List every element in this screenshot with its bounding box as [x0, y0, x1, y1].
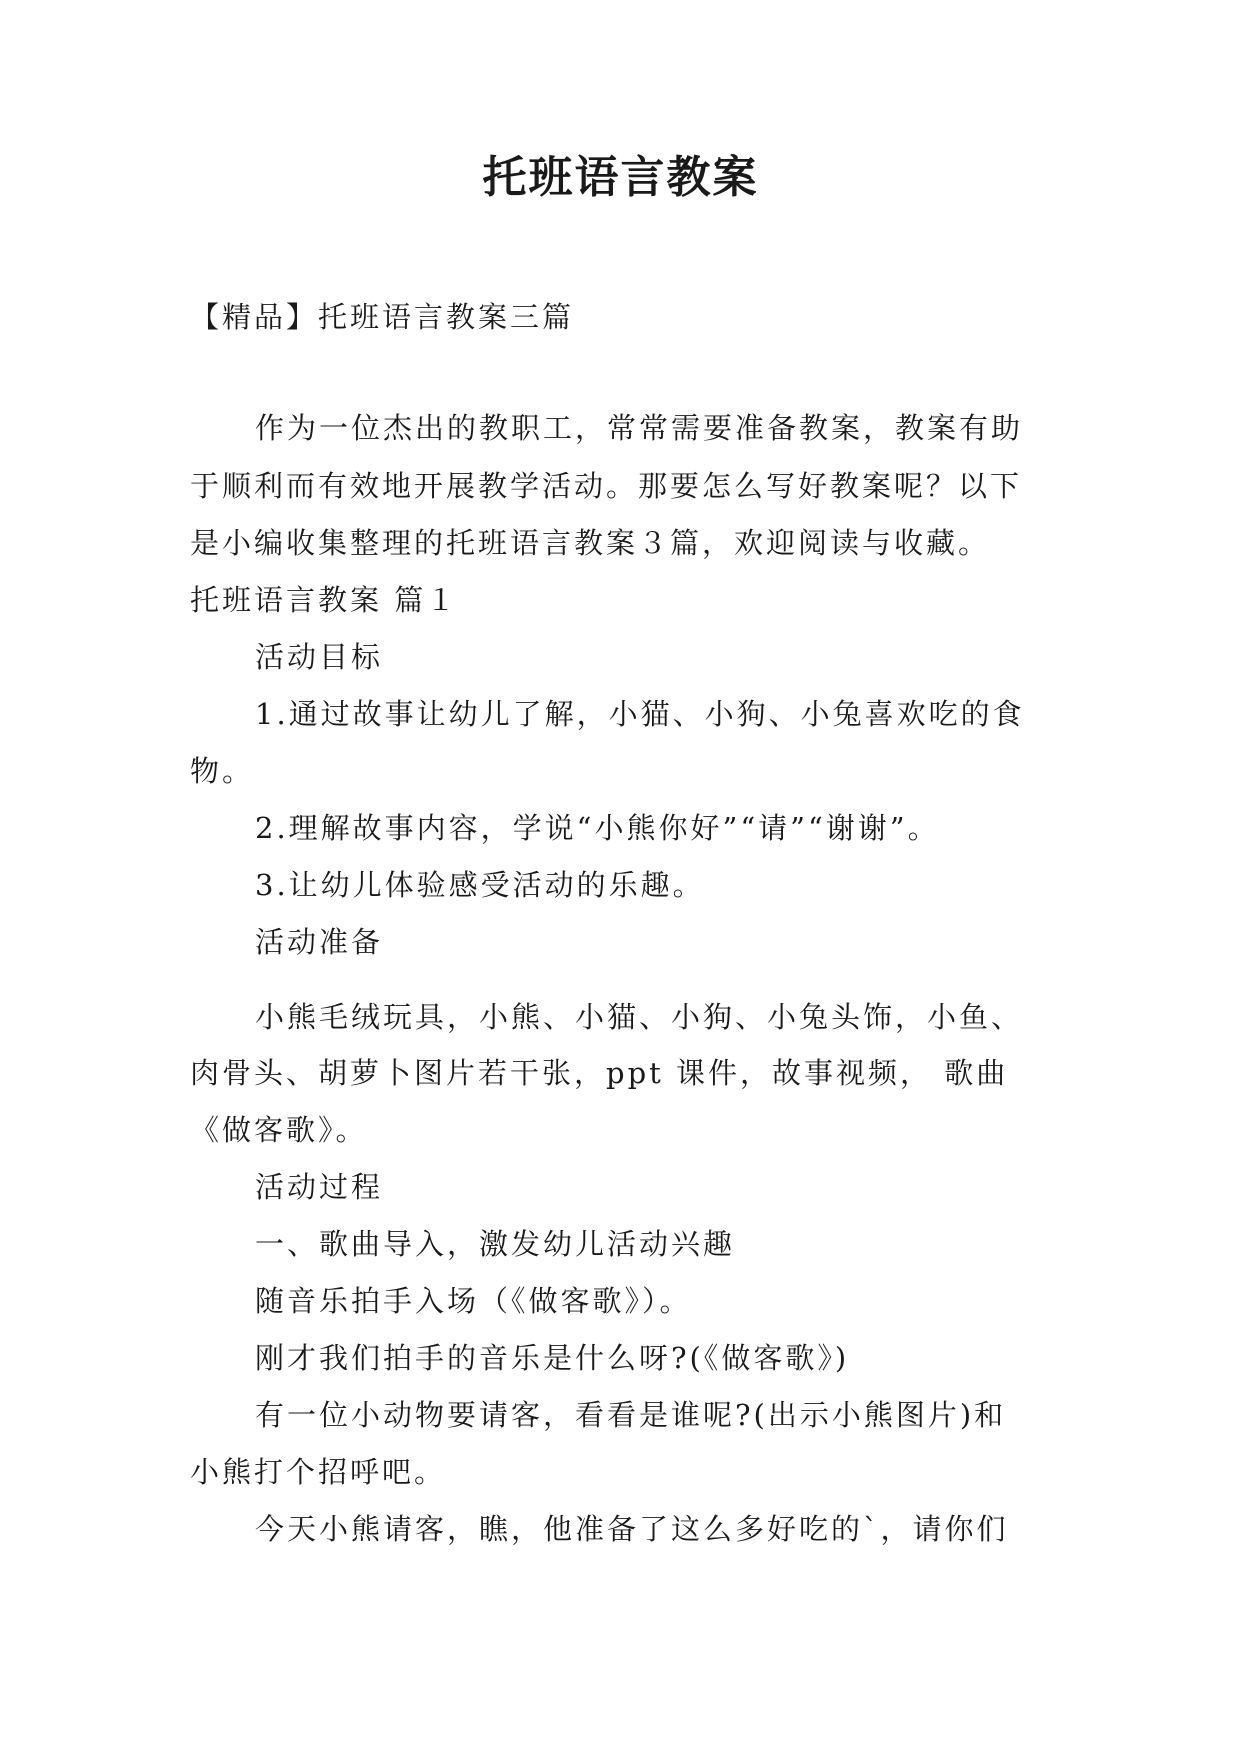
body-line: 随音乐拍手入场（《做客歌》）。 [255, 1284, 692, 1318]
body-line: 小熊打个招呼吧。 [190, 1455, 447, 1489]
body-line: 物。 [190, 754, 255, 788]
body-line: 2.理解故事内容，学说“小熊你好”“请”“谢谢”。 [255, 811, 940, 845]
intro-line: 是小编收集整理的托班语言教案３篇，欢迎阅读与收藏。 [190, 526, 991, 560]
sub-heading: 活动准备 [255, 925, 384, 959]
sub-heading: 活动目标 [255, 640, 384, 674]
section-heading: 托班语言教案 篇１ [190, 583, 459, 617]
intro-line: 作为一位杰出的教职工，常常需要准备教案，教案有助 [255, 411, 1024, 445]
body-line: 1.通过故事让幼儿了解，小猫、小狗、小兔喜欢吃的食 [255, 697, 1025, 731]
body-line: 刚才我们拍手的音乐是什么呀?(《做客歌》) [255, 1341, 850, 1375]
intro-line: 于顺利而有效地开展教学活动。那要怎么写好教案呢？以下 [190, 469, 1023, 503]
sub-heading: 活动过程 [255, 1170, 384, 1204]
subtitle-line: 【精品】托班语言教案三篇 [190, 300, 575, 334]
document-title: 托班语言教案 [482, 152, 759, 203]
body-line: 《做客歌》。 [190, 1113, 368, 1147]
body-line: 小熊毛绒玩具，小熊、小猫、小狗、小兔头饰，小鱼、 [255, 1000, 1024, 1034]
body-line: 一、歌曲导入，激发幼儿活动兴趣 [255, 1227, 736, 1261]
body-line: 3.让幼儿体验感受活动的乐趣。 [255, 868, 705, 902]
body-line: 有一位小动物要请客，看看是谁呢?(出示小熊图片)和 [255, 1398, 1007, 1432]
body-line: 今天小熊请客，瞧，他准备了这么多好吃的`，请你们 [255, 1512, 1009, 1546]
body-line: 肉骨头、胡萝卜图片若干张，ppt 课件，故事视频， 歌曲 [190, 1056, 1009, 1090]
